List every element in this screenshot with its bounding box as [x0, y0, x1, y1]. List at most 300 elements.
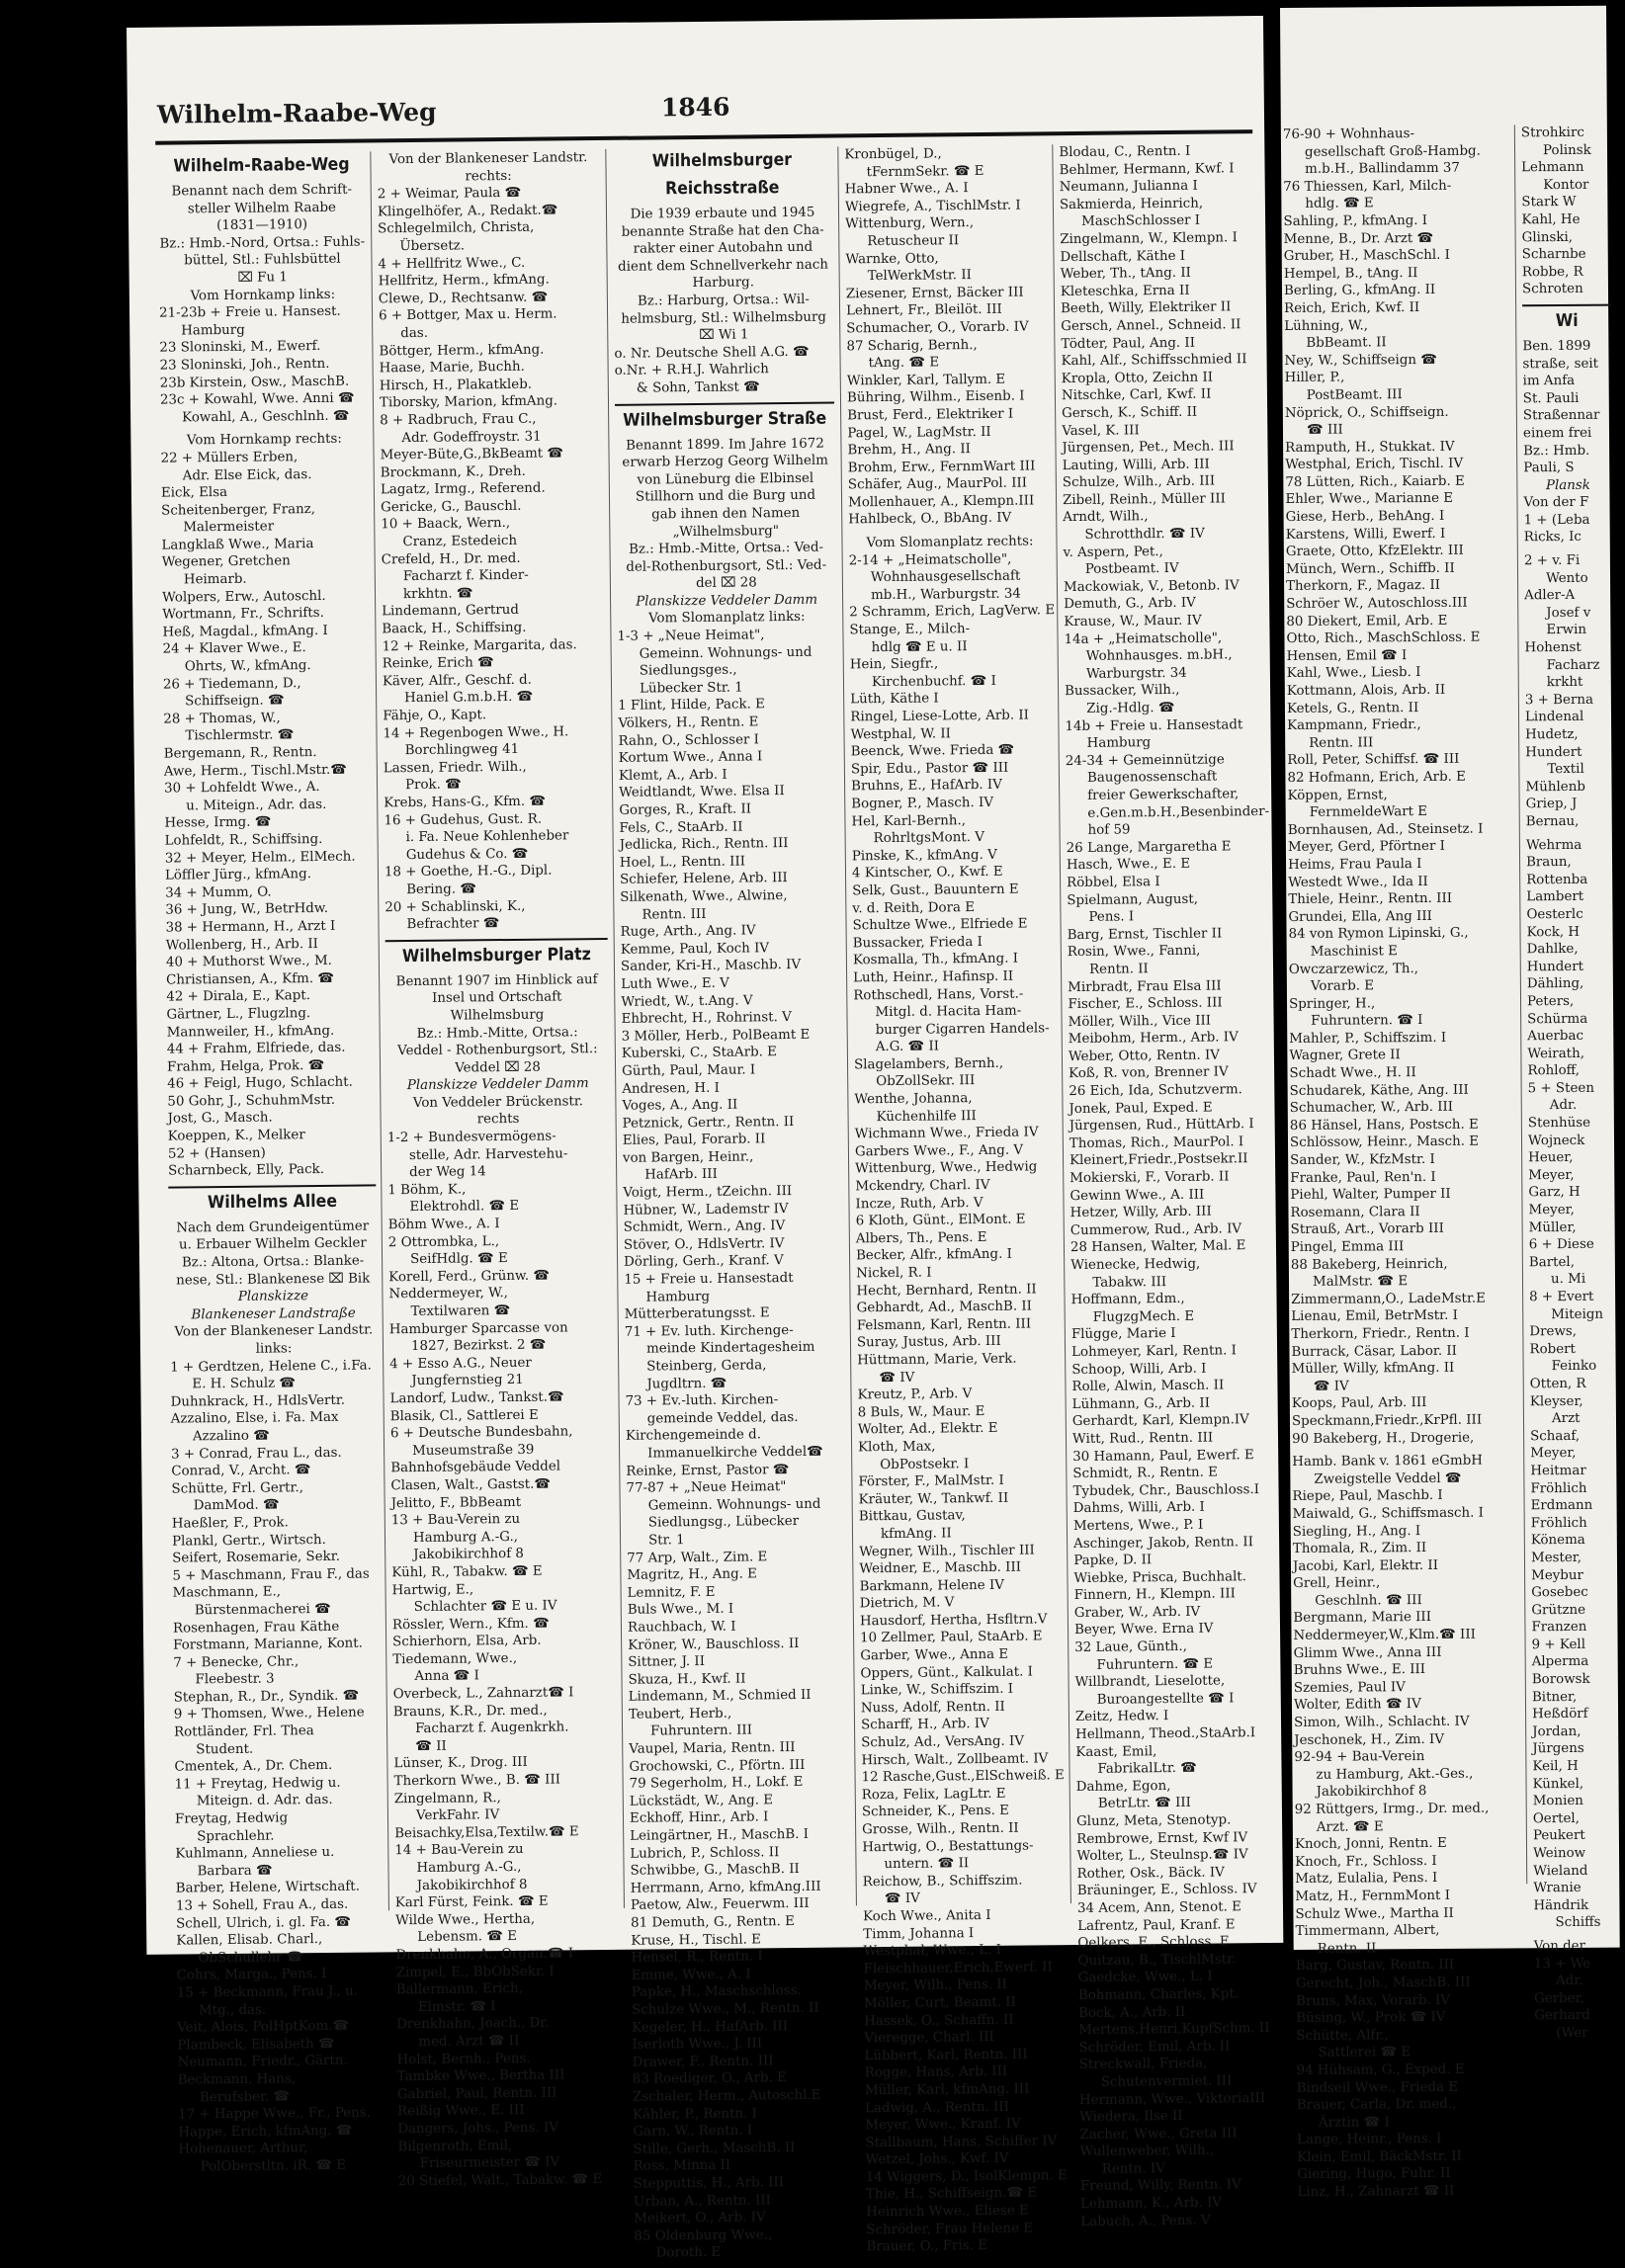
directory-entry: 7 + Benecke, Chr., [173, 1653, 299, 1671]
column-1 [157, 151, 385, 2176]
directory-entry: Hirsch, H., Plakatkleb. [379, 377, 533, 394]
directory-entry: Wieland [1533, 1863, 1588, 1879]
directory-entry: Heimarb. [183, 571, 247, 588]
directory-entry: Ehler, Wwe., Marianne E [1285, 491, 1454, 508]
directory-entry: Menne, B., Dr. Arzt ☎ [1283, 230, 1434, 247]
directory-entry: Ben. 1899 [1522, 338, 1591, 355]
directory-entry: Schaaf, [1530, 1428, 1581, 1445]
directory-entry: Frahm, Helga, Prok. ☎ [166, 1057, 325, 1075]
directory-entry: Wullenweber, Wilh., [1079, 2142, 1215, 2160]
directory-entry: Oertel, [1532, 1810, 1581, 1827]
directory-entry: Mollenhauer, A., Klempn.III [847, 493, 1035, 511]
directory-entry: Scheitenberger, Franz, [161, 501, 316, 519]
directory-entry: Meybur [1531, 1567, 1583, 1583]
directory-entry: Käver, Alfr., Geschf. d. [382, 672, 532, 690]
directory-entry: Anna ☎ I [414, 1668, 479, 1685]
directory-entry: Hudetz, [1525, 726, 1579, 743]
directory-entry: Rembrowe, Ernst, Kwf IV [1076, 1829, 1248, 1847]
directory-entry: stelle, Adr. Harvestehu- [408, 1146, 568, 1163]
street-heading: Wilhelmsburger [651, 149, 793, 172]
directory-entry: Schmidt, R., Rentn. E [1072, 1465, 1218, 1482]
directory-entry: Wittenburg, Wwe., Hedwig [855, 1159, 1038, 1177]
directory-entry: Weidtlandt, Wwe. Elsa II [619, 784, 785, 801]
directory-entry: Rentn. II [1317, 1941, 1377, 1957]
directory-entry: 16 + Gudehus, Gust. R. [384, 811, 543, 828]
directory-entry: Habner Wwe., A. I [844, 181, 969, 198]
street-heading: Wilhelms Allee [168, 1184, 376, 1214]
directory-entry: Malermeister [183, 519, 275, 536]
directory-entry: 9 + Thomsen, Wwe., Helene [173, 1706, 365, 1723]
directory-entry: Szemies, Paul IV [1293, 1679, 1406, 1696]
directory-entry: Burrack, Cäsar, Labor. II [1291, 1343, 1457, 1360]
directory-entry: Stephan, R., Dr., Syndik. ☎ [173, 1688, 360, 1706]
directory-entry: Dörling, Gerh., Kranf. V [624, 1253, 784, 1271]
directory-entry: Kleyser, [1529, 1393, 1583, 1409]
directory-entry: Schneider, K., Pens. E [861, 1804, 1009, 1820]
directory-entry: Weinow [1532, 1845, 1586, 1862]
directory-entry: med. Arzt ☎ II [418, 2033, 520, 2050]
directory-entry: Stille, Gerh., MaschB. II [633, 2140, 796, 2157]
directory-entry: Hausdorf, Hertha, Hsfltrn.V [859, 1612, 1048, 1630]
directory-entry: Cmentek, A., Dr. Chem. [174, 1758, 333, 1775]
directory-entry: Emme, Wwe., A. I [631, 1967, 751, 1983]
directory-entry: Kleinert,Friedr.,Postsekr.II [1069, 1151, 1248, 1169]
directory-entry: Bz.: Hmb.-Mitte, Ortsa.: [416, 1024, 578, 1042]
directory-entry: Bergmann, Marie III [1293, 1610, 1432, 1627]
directory-entry: 6 Kloth, Günt., ElMont. E [855, 1212, 1026, 1229]
directory-entry: Fels, C., StaArb. II [619, 819, 743, 836]
directory-entry: TelWerkMstr. II [867, 268, 972, 285]
directory-entry: 24-34 + Gemeinnützige [1065, 752, 1225, 769]
directory-entry: Scharnbe [1521, 247, 1586, 263]
directory-entry: Roll, Peter, Schiffsf. ☎ III [1287, 752, 1460, 769]
directory-entry: ☎ II [415, 1738, 447, 1754]
directory-entry: Bornhausen, Ad., Steinsetz. I [1287, 821, 1484, 838]
directory-entry: Gemeinn. Wohnungs- und [647, 1496, 821, 1514]
directory-entry: Rohloff, [1527, 1063, 1580, 1079]
directory-entry: 82 Hofmann, Erich, Arb. E [1287, 769, 1466, 786]
directory-entry: Borchlingweg 41 [404, 742, 520, 759]
directory-entry: Jonek, Paul, Exped. E [1069, 1100, 1213, 1117]
directory-entry: Bz.: Hmb. [1523, 443, 1590, 459]
directory-entry: Kräuter, W., Tankwf. II [858, 1490, 1009, 1508]
directory-entry: Koß, R. von, Brenner IV [1069, 1064, 1229, 1082]
directory-entry: Labuch, A., Pens. V [1080, 2213, 1211, 2229]
directory-entry: krkhtn. ☎ [402, 586, 473, 602]
directory-entry: Brust, Ferd., Elektriker I [847, 406, 1014, 424]
directory-entry: Kock, H [1526, 924, 1581, 940]
directory-entry: Meyer, Gerd, Pförtner I [1287, 839, 1445, 856]
directory-entry: Tambke Wwe., Bertha III [396, 2067, 565, 2085]
directory-entry: Berling, G., kfmAng. II [1283, 283, 1436, 299]
directory-entry: Ramputh, H., Stukkat. IV [1285, 439, 1455, 456]
directory-entry: Schröder, Frau Helene E [866, 2221, 1034, 2237]
directory-entry: Meibohm, Herm., Arb. IV [1068, 1030, 1239, 1048]
directory-entry: Ladwig, A., Rentn. III [865, 2099, 1009, 2116]
directory-entry: 3 + Conrad, Frau L., das. [171, 1445, 342, 1463]
directory-entry: Berufsber. ☎ [199, 2088, 291, 2105]
directory-entry: Kirchengemeinde d. [625, 1427, 761, 1445]
directory-entry: Jost, G., Masch. [167, 1110, 273, 1128]
directory-entry: Hirsch, Walt., Zollbeamt. IV [861, 1750, 1049, 1768]
directory-entry: Suray, Justus, Arb. III [856, 1334, 1001, 1351]
directory-entry: Thomala, R., Zim. II [1292, 1541, 1427, 1557]
directory-entry: Rentn. III [641, 906, 707, 923]
directory-entry: m.b.H., Ballindamm 37 [1305, 160, 1460, 178]
directory-entry: Koch Wwe., Anita I [862, 1907, 991, 1925]
directory-entry: Hecht, Bernhard, Rentn. II [856, 1282, 1037, 1299]
directory-entry: Hermann, Wwe., ViktoriaIII [1078, 2090, 1266, 2108]
directory-entry: 5 + Steen [1527, 1080, 1594, 1097]
directory-entry: Clasen, Walt., Gastst.☎ [390, 1476, 552, 1494]
directory-entry: Kegeler, H., HafArb. III [632, 2018, 789, 2036]
directory-entry: Facharzt f. Kinder- [402, 568, 529, 585]
directory-entry: FlugzgMech. E [1092, 1308, 1195, 1325]
directory-entry: Doroth. E [655, 2245, 722, 2261]
directory-entry: Adler-A [1524, 588, 1576, 604]
directory-entry: Lühmann, G., Arb. II [1071, 1395, 1211, 1412]
directory-entry: Lambert [1526, 889, 1584, 905]
directory-entry: Schlössow, Heinr., Masch. E [1289, 1134, 1480, 1151]
directory-entry: Fähje, O., Kapt. [383, 708, 487, 724]
directory-entry: Vorarb. E [1310, 978, 1375, 994]
directory-entry: ☎ IV [884, 1891, 920, 1907]
directory-entry: 17 + Happe Wwe., Fr., Pens. [178, 2105, 371, 2123]
directory-entry: Sander, W., KfzMstr. I [1290, 1151, 1435, 1168]
directory-entry: 34 + Mumm, O. [165, 884, 272, 901]
directory-entry: Benannt 1899. Im Jahre 1672 [626, 436, 824, 454]
directory-entry: links: [255, 1341, 293, 1357]
directory-entry: Giese, Herb., BehAng. I [1285, 508, 1445, 526]
directory-entry: o.Nr. + R.H.J. Wahrlich [614, 362, 769, 379]
directory-entry: Kühl, R., Tabakw. ☎ E [391, 1563, 543, 1581]
directory-entry: 2 + v. Fi [1523, 552, 1581, 569]
directory-entry: 4 Kintscher, O., Kwf. E [851, 865, 1003, 882]
directory-entry: Facharz [1546, 657, 1600, 673]
directory-entry: Nickel, R. I [856, 1265, 932, 1282]
directory-entry: Hassek, O., Schaffn. II [864, 2012, 1014, 2029]
directory-entry: Glimm Wwe., Anna III [1293, 1644, 1442, 1661]
directory-entry: Heßdörf [1532, 1707, 1588, 1722]
directory-entry: Student. [196, 1741, 254, 1758]
directory-entry: 14b + Freie u. Hansestadt [1065, 716, 1243, 734]
directory-entry: Matz, Eulalia, Pens. I [1295, 1871, 1438, 1888]
directory-entry: Glinski, [1521, 229, 1574, 245]
directory-entry: Böttger, Herm., kfmAng. [379, 342, 545, 359]
directory-entry: Flügge, Marie I [1070, 1326, 1176, 1343]
directory-entry: Dellschaft, Käthe I [1060, 248, 1186, 265]
directory-entry: Ross, Minna II [633, 2158, 731, 2175]
directory-entry: Rosenhagen, Frau Käthe [172, 1619, 340, 1637]
directory-entry: Stange, E., Milch- [849, 622, 971, 638]
directory-entry: Könema [1530, 1533, 1585, 1549]
directory-entry: Rahn, O., Schlosser I [618, 731, 760, 749]
directory-entry: Beyer, Wwe. Erna IV [1073, 1622, 1214, 1638]
directory-entry: Siedlungsg., Lübecker [647, 1514, 800, 1531]
directory-entry: Lauting, Willi, Arb. III [1062, 457, 1210, 473]
directory-entry: mb.H., Warburgstr. 34 [870, 586, 1021, 603]
directory-entry: Hel, Karl-Bernh., [851, 812, 967, 829]
directory-entry: Garbers Wwe., F., Ang. V [854, 1142, 1024, 1160]
directory-entry: St. Pauli [1522, 390, 1580, 407]
directory-entry: Maschmann, E., [172, 1584, 282, 1601]
directory-entry: Wolter, Edith ☎ IV [1293, 1697, 1421, 1714]
directory-entry: 1 Böhm, K., [387, 1182, 467, 1199]
directory-entry: Voigt, Herm., tZeichn. III [623, 1184, 793, 1201]
directory-entry: Plankl, Gertr., Wirtsch. [171, 1532, 326, 1550]
directory-entry: 50 Gohr, J., SchuhmMstr. [167, 1092, 336, 1110]
directory-entry: Miteign. d. Adr. das. [196, 1793, 333, 1809]
directory-entry: Finnern, H., Klempn. III [1073, 1586, 1236, 1604]
directory-entry: Andresen, H. I [622, 1080, 720, 1097]
directory-entry: Schlegelmilch, Christa, [378, 220, 535, 237]
directory-entry: v. Aspern, Pet., [1063, 544, 1163, 560]
directory-entry: Karstens, Willi, Ewerf. I [1285, 526, 1446, 543]
directory-entry: benannte Straße hat den Cha- [621, 222, 824, 240]
directory-entry: Schröder, Emil, Arb. II [1078, 2039, 1231, 2056]
directory-entry: Grosse, Wilh., Rentn. II [862, 1820, 1019, 1838]
directory-entry: Lassen, Friedr. Wilh., [383, 759, 527, 777]
directory-entry: 46 + Feigl, Hugo, Schlacht. [167, 1074, 353, 1092]
directory-entry: Quitzau, B., TischlMstr. [1077, 1952, 1237, 1969]
directory-entry: Möller, Curt, Beamt. II [863, 1994, 1016, 2012]
directory-entry: Langklaß Wwe., Maria [161, 536, 314, 553]
directory-entry: Tabakw. III [1092, 1274, 1167, 1291]
directory-entry: büttel, Stl.: Fuhlsbüttel [184, 252, 341, 269]
directory-entry: Stöver, O., HdlsVertr. IV [623, 1235, 785, 1253]
directory-entry: 30 + Lohfeldt Wwe., A. [163, 780, 320, 797]
directory-entry: Beeth, Willy, Elektriker II [1060, 299, 1232, 317]
directory-entry: 76 Thiessen, Karl, Milch- [1283, 178, 1452, 195]
directory-entry: Förster, F., MalMstr. I [858, 1472, 1004, 1490]
directory-entry: Oesterlc [1526, 906, 1583, 923]
directory-entry: Karl Fürst, Feink. ☎ E [394, 1893, 549, 1911]
directory-entry: Vom Slomanplatz rechts: [866, 534, 1034, 551]
directory-entry: Wegener, Gretchen [161, 553, 291, 571]
directory-entry: Insel und Ortschaft [432, 989, 562, 1007]
directory-entry: Selk, Gust., Bauuntern E [852, 882, 1019, 899]
directory-entry: Bernau, [1525, 813, 1580, 830]
directory-entry: Bz.: Harburg, Ortsa.: Wil- [637, 292, 810, 309]
directory-entry: straße, seit [1522, 356, 1599, 372]
directory-entry: Drews, [1529, 1324, 1578, 1340]
directory-entry: Weber, Otto, Rentn. IV [1068, 1048, 1220, 1064]
directory-entry: Strauß, Art., Vorarb III [1290, 1221, 1444, 1238]
directory-entry: Erwin [1546, 623, 1587, 638]
directory-entry: Vasel, K. III [1062, 422, 1140, 439]
directory-entry: Schumacher, O., Vorarb. IV [846, 319, 1029, 337]
directory-entry: Barber, Helene, Wirtschaft. [175, 1880, 360, 1896]
directory-entry: Müller, Willy, kfmAng. II [1291, 1360, 1455, 1378]
directory-entry: 85 Oldenburg Wwe., [634, 2226, 773, 2244]
directory-entry: Jacobi, Karl, Elektr. II [1292, 1557, 1439, 1574]
directory-entry: Veddel ⌧ 28 [455, 1059, 541, 1076]
directory-entry: Meyer, [1528, 1202, 1575, 1218]
directory-entry: Hein, Siegfr., [849, 656, 939, 673]
directory-entry: Keil, H [1532, 1758, 1579, 1775]
directory-entry: Miteign [1551, 1306, 1604, 1322]
directory-entry: Rentn. IV [1101, 2160, 1165, 2177]
directory-entry: Jedlicka, Rich., Rentn. III [619, 836, 789, 854]
directory-entry: Schlachter ☎ E u. IV [413, 1598, 557, 1616]
directory-entry: Sprachlehr. [197, 1828, 275, 1844]
directory-entry: Rogge, Hans, Arb. III [864, 2064, 1008, 2081]
directory-entry: Bitner, [1531, 1689, 1578, 1705]
directory-entry: Haniel G.m.b.H. ☎ [404, 690, 534, 707]
directory-entry: Lemnitz, F. E [627, 1584, 716, 1601]
directory-entry: Bindseil Wwe., Frieda E [1296, 2079, 1459, 2096]
directory-entry: Otto, Rich., MaschSchloss. E [1286, 630, 1481, 647]
directory-entry: Bühring, Wilhm., Eisenb. I [846, 388, 1025, 406]
directory-entry: Klemt, A., Arb. I [618, 767, 727, 784]
directory-entry: Barkmann, Helene IV [859, 1577, 1004, 1595]
directory-entry: 32 Laue, Günth., [1074, 1638, 1187, 1656]
directory-entry: Lohfeldt, R., Schiffsing. [164, 831, 323, 849]
directory-entry: Speckmann,Friedr.,KrPfl. III [1291, 1412, 1483, 1429]
directory-entry: Mokierski, F., Vorarb. II [1069, 1169, 1230, 1187]
directory-entry: Reinke, Ernst, Pastor ☎ [626, 1462, 790, 1479]
directory-entry: Benannt nach dem Schrift- [171, 182, 353, 200]
directory-entry: Schürma [1527, 1011, 1588, 1027]
directory-entry: Kleteschka, Erna II [1060, 283, 1190, 299]
directory-entry: 23 Sloninski, Joh., Rentn. [159, 356, 330, 374]
directory-entry: Planskizze [237, 1289, 309, 1305]
directory-entry: Hahlbeck, O., BbAng. IV [848, 511, 1012, 528]
directory-entry: 18 + Goethe, H.-G., Dipl. [384, 863, 553, 881]
directory-entry: o. Nr. Deutsche Shell A.G. ☎ [614, 344, 810, 362]
directory-entry: 80 Diekert, Emil, Arb. E [1286, 613, 1448, 630]
directory-entry: 11 + Freytag, Hedwig u. [174, 1775, 341, 1793]
directory-entry: u. Mi [1550, 1272, 1586, 1288]
directory-entry: Silkenath, Wwe., Alwine, [620, 888, 788, 905]
directory-entry: Übersetz. [399, 238, 466, 255]
directory-entry: Schiffs [1555, 1915, 1601, 1931]
directory-entry: 2 Schramm, Erich, LagVerw. E [849, 603, 1056, 621]
directory-entry: Fuhruntern. ☎ I [1311, 1013, 1423, 1030]
directory-entry: 14 + Bau-Verein zu [394, 1842, 524, 1859]
directory-entry: Felsmann, Karl, Rentn. III [856, 1316, 1032, 1334]
directory-entry: Müller, Karl, kfmAng. III [864, 2081, 1030, 2099]
directory-entry: Crefeld, H., Dr. med. [381, 550, 521, 567]
directory-entry: Kottmann, Alois, Arb. II [1286, 682, 1446, 699]
directory-entry: Kropla, Otto, Zeichn II [1061, 370, 1214, 386]
directory-entry: Willbrandt, Lieselotte, [1074, 1673, 1226, 1691]
directory-entry: Von Veddeler Brückenstr. [412, 1094, 584, 1111]
directory-entry: Thie, H., Schiffseign.☎ E [865, 2185, 1038, 2203]
column-6 [1283, 126, 1494, 2202]
directory-entry: Bussacker, Frieda I [852, 934, 984, 952]
directory-entry: Mannweiler, H., kfmAng. [166, 1023, 335, 1041]
header-rule [155, 129, 1252, 145]
directory-entry: Barg, Gustav, Rentn. III [1295, 1958, 1455, 1974]
directory-entry: Graber, W., Arb. IV [1073, 1604, 1201, 1621]
directory-entry: Straßennar [1522, 408, 1600, 424]
directory-entry: Zweigstelle Veddel ☎ [1314, 1470, 1462, 1487]
directory-entry: Friseurmeister ☎ IV [419, 2154, 560, 2172]
directory-entry: Rentn. II [1088, 962, 1149, 977]
directory-entry: Linz, H., Zahnarzt ☎ II [1297, 2183, 1455, 2200]
directory-entry: burger Cigarren Handels- [875, 1020, 1050, 1038]
directory-entry: Bruns, Max, Vorarb. IV [1296, 1992, 1451, 2009]
directory-entry: Bittkau, Gustav, [858, 1508, 966, 1525]
directory-entry: Thomas, Rich., MaurPol. I [1069, 1134, 1244, 1151]
directory-entry: Kirchenbuchf. ☎ I [871, 673, 996, 690]
directory-entry: Hellmann, Theod.,StaArb.I [1075, 1725, 1256, 1743]
directory-entry: Arzt. ☎ E [1316, 1818, 1384, 1835]
directory-entry: Bz.: Hmb.-Nord, Ortsa.: Fuhls- [159, 234, 366, 252]
directory-entry: Die 1939 erbaute und 1945 [630, 205, 815, 222]
directory-entry: Tödter, Paul, Ang. II [1061, 335, 1196, 352]
directory-entry: Hoffmann, Edm., [1070, 1292, 1185, 1308]
directory-entry: Koeppen, K., Melker [167, 1128, 305, 1144]
directory-entry: Elies, Paul, Forarb. II [622, 1132, 766, 1149]
directory-entry: Barbara ☎ [197, 1863, 273, 1880]
directory-entry: Nöprick, O., Schiffseign. [1284, 404, 1449, 421]
directory-entry: Jeschonek, H., Zim. IV [1294, 1731, 1445, 1748]
directory-entry: Brauns, K.R., Dr. med., [392, 1703, 548, 1720]
directory-entry: Schell, Ulrich, i. gl. Fa. ☎ [176, 1914, 352, 1932]
directory-entry: Bussacker, Wilh., [1065, 683, 1180, 700]
directory-entry: Grützne [1531, 1602, 1586, 1618]
directory-entry: PolOberstltn. iR. ☎ E [200, 2157, 347, 2175]
directory-entry: Ruge, Arth., Ang. IV [620, 923, 756, 940]
directory-entry: Benannt 1907 im Hinblick auf [395, 971, 598, 989]
directory-entry: Wollenberg, H., Arb. II [165, 936, 319, 954]
directory-entry: Dangers, Johs., Pens. IV [397, 2120, 558, 2138]
directory-entry: Luth Wwe., E. V [621, 975, 729, 992]
directory-entry: 8 Buls, W., Maur. E [857, 1403, 985, 1421]
directory-entry: 71 + Ev. luth. Kirchenge- [624, 1322, 794, 1340]
directory-entry: Owczarzewicz, Th., [1288, 961, 1419, 977]
directory-entry: Künkel, [1532, 1776, 1584, 1792]
directory-entry: 36 + Jung, W., BetrHdw. [165, 901, 329, 918]
directory-entry: E. H. Schulz ☎ [192, 1376, 297, 1392]
directory-entry: Gerber, [1534, 1990, 1584, 2007]
directory-entry: Gürth, Paul, Maur. I [622, 1062, 756, 1079]
directory-entry: Plansk [1545, 477, 1590, 493]
directory-entry: Clewe, D., Rechtsanw. ☎ [378, 290, 549, 307]
directory-entry: Köppen, Ernst, [1287, 787, 1388, 803]
directory-entry: Landorf, Ludw., Tankst.☎ [389, 1389, 564, 1407]
directory-entry: 44 + Frahm, Elfriede, das. [166, 1040, 346, 1057]
directory-entry: Schudarek, Käthe, Ang. III [1289, 1082, 1469, 1099]
directory-entry: Rosemann, Clara II [1290, 1204, 1420, 1220]
directory-entry: Kahl, Alf., Schiffsschmied II [1061, 352, 1247, 370]
directory-entry: Hensel, R., Rentn. I [631, 1949, 763, 1966]
directory-entry: Gemeinn. Wohnungs- und [639, 644, 812, 662]
directory-entry: Vom Hornkamp rechts: [186, 432, 342, 449]
directory-entry: Rother, Osk., Bäck. IV [1076, 1865, 1225, 1882]
directory-entry: Wolter, L., Steulnsp.☎ IV [1076, 1847, 1248, 1865]
directory-entry: Winkler, Karl, Tallym. E [846, 372, 1006, 389]
directory-entry: Piehl, Walter, Pumper II [1290, 1187, 1451, 1204]
directory-entry: 10 + Baack, Wern., [381, 516, 511, 533]
directory-entry: Hamb. Bank v. 1861 eGmbH [1292, 1453, 1483, 1470]
directory-entry: Sittner, J. II [628, 1654, 706, 1670]
directory-entry: 1-3 + „Neue Heimat", [617, 628, 765, 644]
directory-entry: Oelkers, E., Schloss. E [1077, 1934, 1230, 1952]
directory-entry: erwarb Herzog Georg Wilhelm [622, 453, 828, 470]
directory-entry: Kaast, Emil, [1075, 1743, 1157, 1760]
directory-entry: 2-14 + „Heimatscholle", [848, 551, 1012, 569]
directory-entry: ☎ III [1306, 422, 1343, 438]
directory-entry: Polinsk [1542, 142, 1591, 158]
directory-entry: Vom Hornkamp links: [190, 287, 336, 303]
directory-entry: Wittenburg, Wern., [845, 215, 975, 232]
directory-entry: gemeinde Veddel, das. [646, 1409, 799, 1427]
directory-entry: Hüttmann, Marie, Verk. [857, 1351, 1017, 1369]
directory-entry: Dahme, Egon, [1075, 1778, 1171, 1795]
